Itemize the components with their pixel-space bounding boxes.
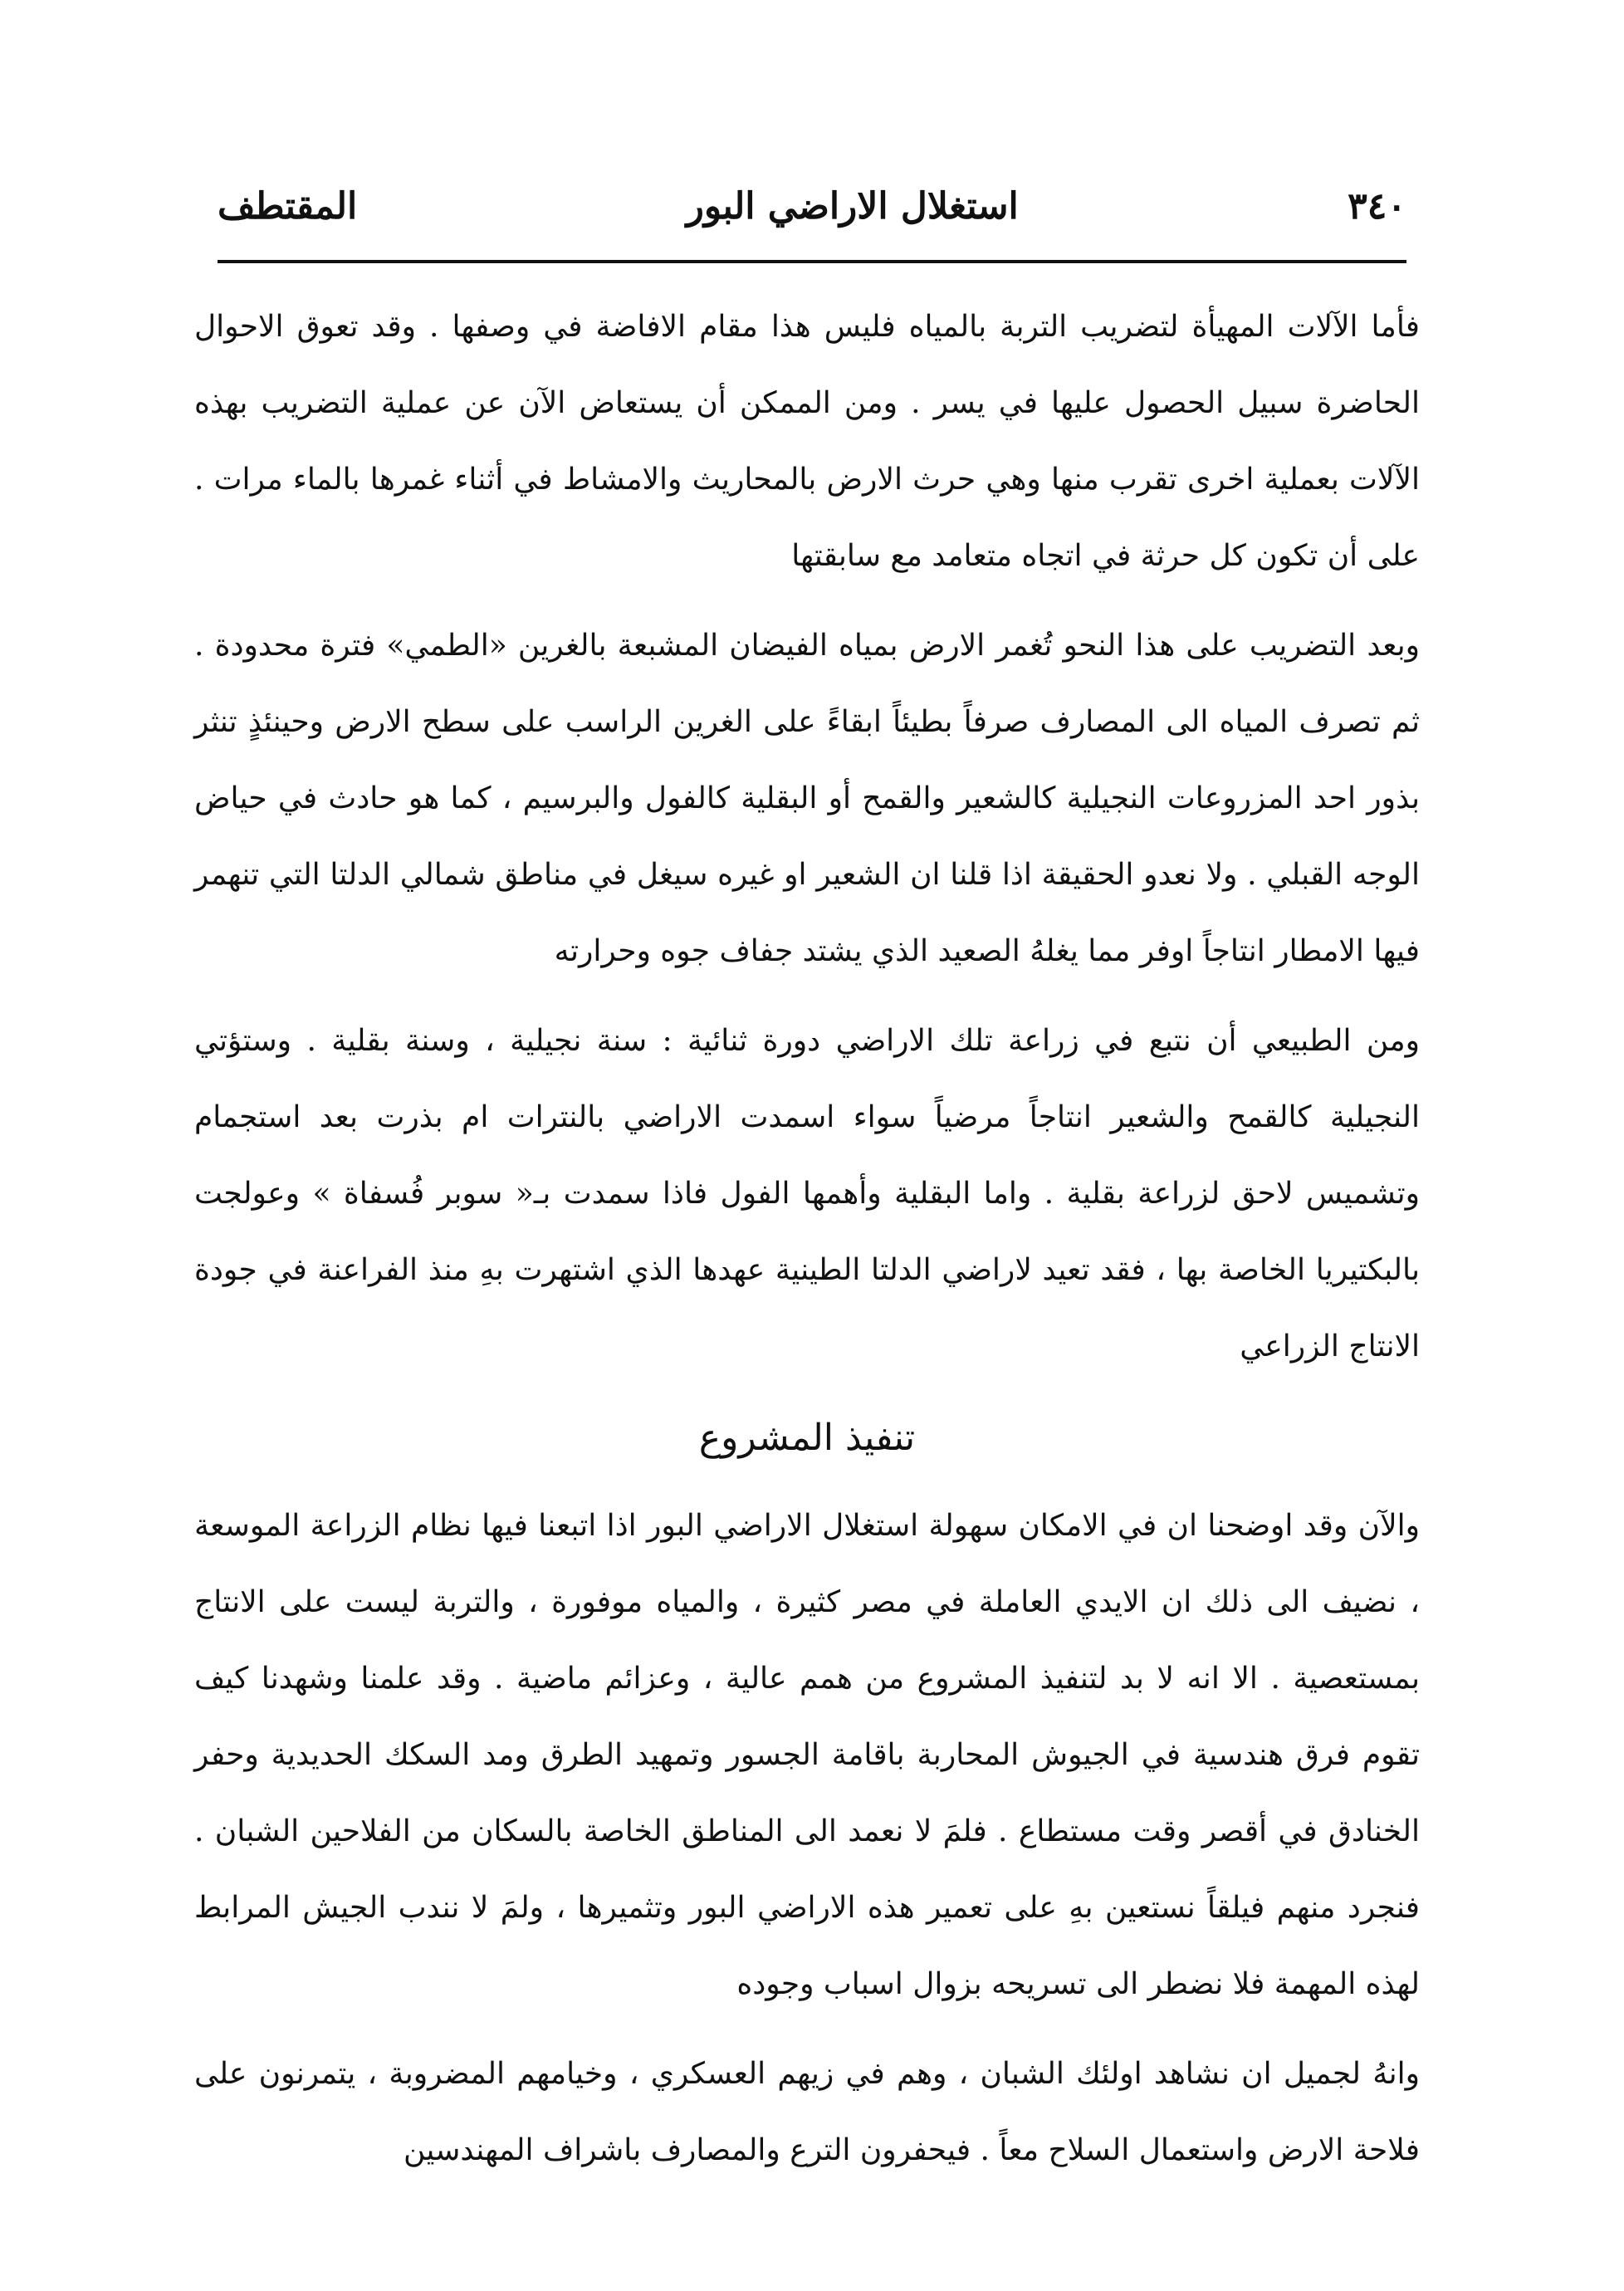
paragraph-4: والآن وقد اوضحنا ان في الامكان سهولة استغلال الاراضي البور اذا اتبعنا فيها نظام الزراعة الموسعة ، نضيف الى ذلك ان الايدي العاملة في مصر كثيرة ، والمياه موفورة ، والتربة ليست على الانتاج بمستعصية . الا انه لا بد لتنفيذ المشروع من همم عالية ، وعزائم ماضية . وقد علمنا وشهدنا كيف تقوم فرق هندسية في الجيوش المحاربة باقامة الجسور وتمهيد الطرق ومد السكك الحديدية وحفر الخنادق في أقصر وقت مستطاع . فلمَ لا نعمد الى المناطق الخاصة بالسكان من الفلاحين الشبان . فنجرد منهم فيلقاً نستعين بهِ على تعمير هذه الاراضي البور وتثميرها ، ولمَ لا نندب الجيش المرابط لهذه المهمة فلا نضطر الى تسريحه بزوال اسباب وجوده — [194, 1509, 1420, 2001]
page-number: ٣٤٠ — [1348, 184, 1406, 228]
journal-name: المقتطف — [218, 184, 358, 228]
paragraph-2: وبعد التضريب على هذا النحو تُغمر الارض بمياه الفيضان المشبعة بالغرين «الطمي» فترة محدودة . ثم تصرف المياه الى المصارف صرفاً بطيئاً ابقاءً على الغرين الراسب على سطح الارض وحينئذٍ تنثر بذور احد المزروعات النجيلية كالشعير والقمح أو البقلية كالفول والبرسيم ، كما هو حادث في حياض الوجه القبلي . ولا نعدو الحقيقة اذا قلنا ان الشعير او غيره سيغل في مناطق شمالي الدلتا التي تنهمر فيها الامطار انتاجاً اوفر مما يغلهُ الصعيد الذي يشتد جفاف جوه وحرارته — [194, 629, 1420, 968]
article-body — [194, 289, 1420, 2189]
paragraph-1: فأما الآلات المهيأة لتضريب التربة بالمياه فليس هذا مقام الافاضة في وصفها . وقد تعوق الاحوال الحاضرة سبيل الحصول عليها في يسر . ومن الممكن أن يستعاض الآن عن عملية التضريب بهذه الآلات بعملية اخرى تقرب منها وهي حرث الارض بالمحاريث والامشاط في أثناء غمرها بالماء مرات . على أن تكون كل حرثة في اتجاه متعامد مع سابقتها — [194, 310, 1421, 573]
article-title: استغلال الاراضي البور — [686, 184, 1019, 228]
paragraph-5: وانهُ لجميل ان نشاهد اولئك الشبان ، وهم في زيهم العسكري ، وخيامهم المضروبة ، يتمرنون على فلاحة الارض واستعمال السلاح معاً . فيحفرون الترع والمصارف باشراف المهندسين — [194, 2057, 1420, 2167]
section-heading: تنفيذ المشروع — [698, 1417, 916, 1459]
running-header — [218, 173, 1406, 239]
header-divider — [218, 260, 1406, 263]
paragraph-3: ومن الطبيعي أن نتبع في زراعة تلك الاراضي دورة ثنائية : سنة نجيلية ، وسنة بقلية . وستؤتي النجيلية كالقمح والشعير انتاجاً مرضياً سواء اسمدت الاراضي بالنترات ام بذرت بعد استجمام وتشميس لاحق لزراعة بقلية . واما البقلية وأهمها الفول فاذا سمدت بـ« سوبر فُسفاة » وعولجت بالبكتيريا الخاصة بها ، فقد تعيد لاراضي الدلتا الطينية عهدها الذي اشتهرت بهِ منذ الفراعنة في جودة الانتاج الزراعي — [194, 1024, 1420, 1363]
